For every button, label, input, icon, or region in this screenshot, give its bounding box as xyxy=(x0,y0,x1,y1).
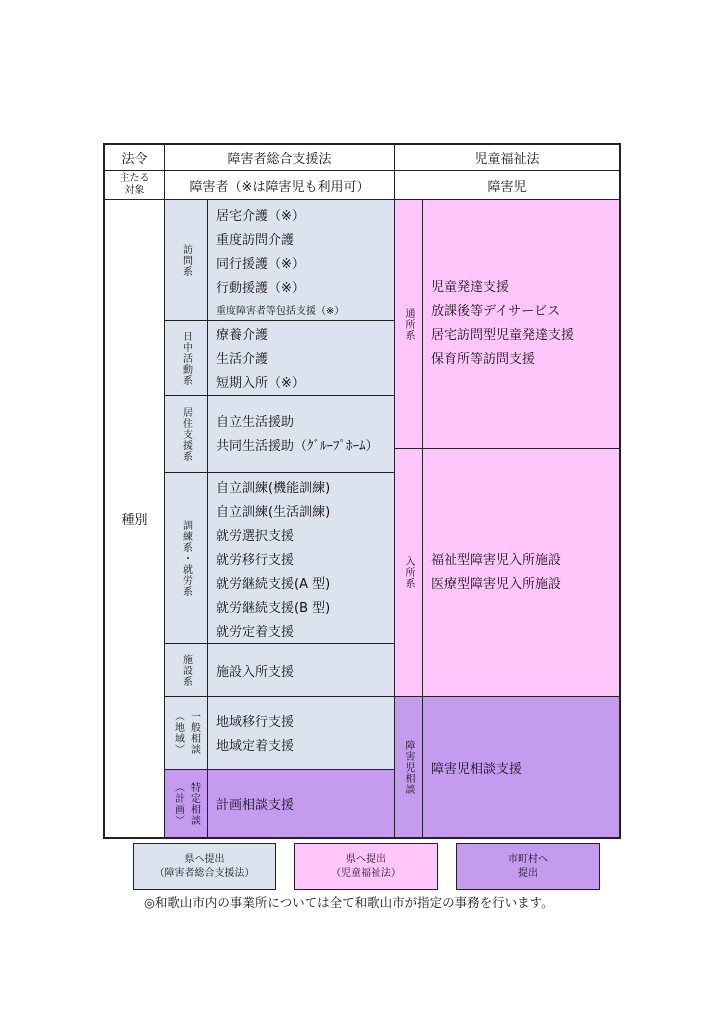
group-label-text: 障害児相談 xyxy=(403,739,414,795)
group-items-facility xyxy=(207,643,395,697)
legend-line1: 県へ提出 xyxy=(184,853,225,865)
group-label-text: 施設系 xyxy=(180,653,192,687)
group-label-text: 一般相談 xyxy=(188,711,200,755)
group-label-general-consult xyxy=(164,696,208,770)
service-item: 地域移行支援 xyxy=(216,715,295,730)
group-label-facility xyxy=(164,643,208,697)
group-label-text: 訓練系・就労系 xyxy=(180,519,192,597)
legend-line2: 提出 xyxy=(518,867,538,879)
target-disability: 障害者（※は障害児も利用可） xyxy=(164,170,395,200)
group-label-text: 訪問系 xyxy=(180,243,192,277)
service-item: 放課後等デイサービス xyxy=(431,304,561,319)
group-label-text: 特定相談 xyxy=(188,781,200,826)
legend-line2: （児童福祉法） xyxy=(331,867,401,879)
target-child: 障害児 xyxy=(394,170,620,200)
service-item: 就労継続支援(B 型) xyxy=(216,601,331,616)
service-item: 就労定着支援 xyxy=(216,625,295,640)
service-item: 自立訓練(機能訓練) xyxy=(216,481,331,496)
service-item: 就労継続支援(A 型) xyxy=(216,577,331,592)
service-item: 居宅介護（※） xyxy=(216,209,305,224)
group-label-specific-consult xyxy=(164,769,208,838)
group-items-specific-consult xyxy=(207,769,395,838)
service-item: 福祉型障害児入所施設 xyxy=(431,552,562,568)
child-group-items-residential xyxy=(422,448,620,697)
service-item: 児童発達支援 xyxy=(431,280,510,295)
group-label-visit xyxy=(164,199,208,321)
group-items-visit xyxy=(207,199,395,321)
child-group-label-residential xyxy=(394,448,423,697)
group-label-sub: （計画） xyxy=(172,781,184,826)
service-item: 障害児相談支援 xyxy=(431,761,523,777)
legend-line1: 市町村へ xyxy=(508,853,548,865)
service-item: 保育所等訪問支援 xyxy=(431,352,536,367)
child-group-items-consult xyxy=(422,696,620,838)
law-child: 児童福祉法 xyxy=(394,144,620,171)
service-item: 自立訓練(生活訓練) xyxy=(216,505,331,520)
child-group-label-daycare xyxy=(394,199,423,449)
service-item: 行動援護（※） xyxy=(216,281,305,296)
service-item: 居宅訪問型児童発達支援 xyxy=(431,328,575,343)
service-item: 短期入所（※） xyxy=(216,376,305,391)
child-group-label-consult xyxy=(394,696,423,838)
group-label-sub: （地域） xyxy=(172,711,184,755)
target-label xyxy=(104,170,165,200)
legend-prefecture-child xyxy=(294,843,438,890)
service-item: 就労選択支援 xyxy=(216,529,295,544)
group-label-daytime xyxy=(164,320,208,396)
service-item: 医療型障害児入所施設 xyxy=(431,576,562,592)
law-label: 法令 xyxy=(104,144,165,171)
service-item: 同行援護（※） xyxy=(216,257,305,272)
type-label: 種別 xyxy=(104,199,165,838)
target-label-line1: 主たる xyxy=(119,173,150,184)
group-items-daytime xyxy=(207,320,395,396)
service-item: 療養介護 xyxy=(216,328,269,343)
service-item: 生活介護 xyxy=(216,352,269,367)
service-item: 重度訪問介護 xyxy=(216,233,295,248)
group-label-text: 通所系 xyxy=(403,307,414,341)
service-item: 重度障害者等包括支援（※） xyxy=(216,306,345,317)
law-disability: 障害者総合支援法 xyxy=(164,144,395,171)
group-label-text: 日中活動系 xyxy=(180,330,192,386)
legend-municipality xyxy=(456,843,600,890)
group-label-text: 入所系 xyxy=(403,556,414,589)
group-items-general-consult xyxy=(207,696,395,770)
legend-prefecture-disability xyxy=(133,843,276,890)
service-item: 自立生活援助 xyxy=(216,415,295,430)
group-label-text: 居住支援系 xyxy=(180,406,192,462)
service-item: 地域定着支援 xyxy=(216,739,295,754)
legend-line1: 県へ提出 xyxy=(346,853,386,865)
child-group-items-daycare xyxy=(422,199,620,449)
service-item: 就労移行支援 xyxy=(216,553,295,568)
group-label-residence xyxy=(164,395,208,473)
target-label-line2: 対象 xyxy=(124,185,145,196)
group-label-training xyxy=(164,472,208,644)
service-item: 共同生活援助（ｸﾞﾙｰﾌﾟﾎｰﾑ） xyxy=(216,439,379,454)
footnote: ◎和歌山市内の事業所については全て和歌山市が指定の事務を行います。 xyxy=(144,895,554,910)
service-item: 計画相談支援 xyxy=(216,798,295,813)
group-items-training xyxy=(207,472,395,644)
legend-line2: （障害者総合支援法） xyxy=(154,867,255,879)
service-item: 施設入所支援 xyxy=(216,664,295,680)
group-items-residence xyxy=(207,395,395,473)
